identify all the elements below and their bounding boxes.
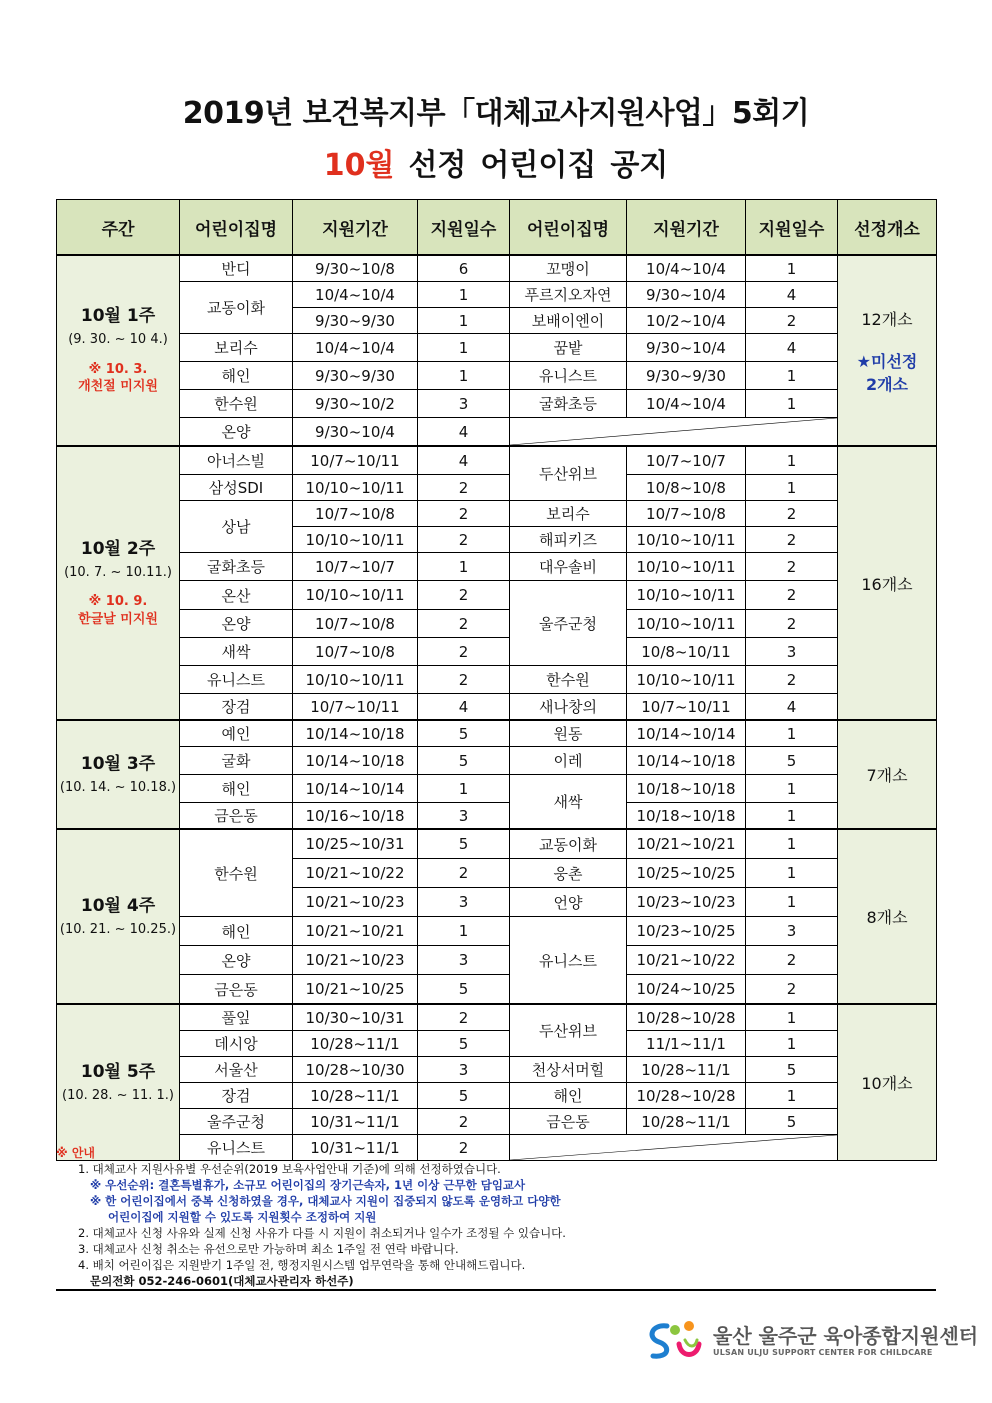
week-label: 10월 5주	[80, 1061, 156, 1082]
period: 9/30~10/4	[293, 418, 418, 447]
period: 9/30~10/4	[627, 334, 746, 362]
days: 4	[418, 418, 510, 447]
selected-count: 16개소	[838, 446, 937, 720]
period: 10/18~10/18	[627, 803, 746, 830]
days: 5	[418, 975, 510, 1005]
days: 2	[418, 1109, 510, 1135]
period: 10/7~10/7	[627, 446, 746, 475]
center-name: 금은동	[180, 975, 293, 1005]
center-name: 금은동	[180, 803, 293, 830]
logo-name: 울산 울주군 육아종합지원센터	[713, 1324, 979, 1348]
days: 3	[418, 946, 510, 975]
notice-duplicate-cont: 어린이집에 지원할 수 있도록 지원횟수 조정하여 지원	[108, 1210, 377, 1224]
center-name: 꿈밭	[510, 334, 627, 362]
center-name: 한수원	[510, 666, 627, 694]
days: 1	[418, 282, 510, 308]
period: 9/30~10/8	[293, 255, 418, 282]
period: 10/7~10/11	[627, 694, 746, 721]
table-row	[57, 501, 937, 527]
period: 10/28~11/1	[627, 1109, 746, 1135]
period: 10/10~10/11	[293, 581, 418, 610]
week-range: (10. 7. ~ 10.11.)	[64, 564, 172, 580]
selected-count: 8개소	[838, 829, 937, 1004]
days: 2	[418, 475, 510, 501]
header-period-2: 지원기간	[627, 200, 746, 256]
days: 5	[418, 1031, 510, 1057]
period: 10/7~10/8	[293, 638, 418, 666]
center-name: 온양	[180, 418, 293, 447]
days: 1	[746, 775, 838, 803]
center-name: 온양	[180, 946, 293, 975]
days: 2	[746, 527, 838, 553]
center-name: 원동	[510, 720, 627, 747]
center-name: 울주군청	[180, 1109, 293, 1135]
selection-table	[56, 199, 937, 1161]
header-week: 주간	[57, 200, 180, 256]
period: 10/4~10/4	[627, 390, 746, 418]
center-name: 장검	[180, 694, 293, 721]
header-row	[57, 200, 937, 256]
period: 10/23~10/23	[627, 888, 746, 917]
period: 9/30~9/30	[627, 362, 746, 390]
bottom-rule	[56, 1289, 936, 1291]
header-period: 지원기간	[293, 200, 418, 256]
table-row	[57, 553, 937, 581]
period: 10/4~10/4	[627, 255, 746, 282]
period: 10/8~10/8	[627, 475, 746, 501]
notice-item-3: 3. 대체교사 신청 취소는 유선으로만 가능하며 최소 1주일 전 연락 바랍니다.	[78, 1242, 459, 1256]
center-name: 온양	[180, 610, 293, 638]
week-cell	[57, 446, 180, 720]
period: 10/10~10/11	[627, 581, 746, 610]
center-name: 해인	[180, 775, 293, 803]
days: 2	[418, 501, 510, 527]
period: 10/7~10/11	[293, 446, 418, 475]
center-name: 교동이화	[510, 829, 627, 859]
week-label: 10월 1주	[80, 306, 156, 327]
center-name: 해인	[510, 1083, 627, 1109]
period: 10/21~10/22	[293, 859, 418, 888]
notice-item-4: 4. 배치 어린이집은 지원받기 1주일 전, 행정지원시스템 업무연락을 통해 안내해드립니다.	[78, 1258, 526, 1272]
week-range: (10. 14. ~ 10.18.)	[59, 779, 177, 795]
center-name: 이레	[510, 747, 627, 775]
period: 10/14~10/18	[293, 720, 418, 747]
days: 1	[418, 775, 510, 803]
center-name: 유니스트	[510, 362, 627, 390]
days: 2	[418, 666, 510, 694]
days: 3	[418, 1057, 510, 1083]
period: 10/14~10/14	[627, 720, 746, 747]
days: 4	[418, 446, 510, 475]
period: 10/7~10/8	[627, 501, 746, 527]
days: 2	[418, 581, 510, 610]
period: 10/14~10/18	[293, 747, 418, 775]
subtitle-word-3: 공지	[610, 148, 669, 183]
week-cell	[57, 255, 180, 446]
table-row	[57, 829, 937, 859]
days: 2	[746, 553, 838, 581]
center-name: 장검	[180, 1083, 293, 1109]
table-row	[57, 1057, 937, 1083]
center-name: 교동이화	[180, 282, 293, 334]
center-name: 울주군청	[510, 581, 627, 666]
center-name: 보배이엔이	[510, 308, 627, 334]
week-label: 10월 2주	[80, 538, 156, 559]
center-name: 언양	[510, 888, 627, 917]
period: 10/25~10/25	[627, 859, 746, 888]
week-range: (10. 28. ~ 11. 1.)	[62, 1087, 174, 1103]
table-row	[57, 1083, 937, 1109]
center-name: 두산위브	[510, 446, 627, 501]
days: 1	[746, 1083, 838, 1109]
days: 2	[418, 527, 510, 553]
days: 5	[746, 1109, 838, 1135]
days: 1	[746, 446, 838, 475]
period: 10/31~11/1	[293, 1109, 418, 1135]
days: 1	[746, 390, 838, 418]
selected-count: 7개소	[838, 720, 937, 829]
subtitle-month: 10월	[323, 148, 395, 183]
days: 1	[746, 803, 838, 830]
center-name: 삼성SDI	[180, 475, 293, 501]
table-row	[57, 581, 937, 610]
table-row	[57, 475, 937, 501]
period: 10/24~10/25	[627, 975, 746, 1005]
logo-subtitle: ULSAN ULJU SUPPORT CENTER FOR CHILDCARE	[713, 1348, 933, 1357]
period: 10/10~10/11	[293, 527, 418, 553]
empty-slot	[510, 418, 838, 447]
period: 9/30~9/30	[293, 308, 418, 334]
logo-mark-icon	[645, 1318, 707, 1362]
days: 5	[418, 1083, 510, 1109]
center-name: 꼬맹이	[510, 255, 627, 282]
period: 10/10~10/11	[627, 553, 746, 581]
days: 4	[746, 694, 838, 721]
days: 2	[418, 1004, 510, 1031]
days: 1	[746, 888, 838, 917]
period: 10/18~10/18	[627, 775, 746, 803]
center-name: 예인	[180, 720, 293, 747]
table-row	[57, 666, 937, 694]
selected-count: 12개소	[861, 309, 913, 329]
days: 5	[746, 1057, 838, 1083]
selected-count: 10개소	[838, 1004, 937, 1161]
table-row	[57, 334, 937, 362]
period: 10/8~10/11	[627, 638, 746, 666]
days: 1	[418, 917, 510, 946]
week-note: ※ 10. 3. 개천절 미지원	[78, 361, 158, 395]
center-name: 새싹	[180, 638, 293, 666]
days: 1	[746, 475, 838, 501]
unselected-note: ★미선정 2개소	[856, 351, 918, 394]
period: 9/30~10/2	[293, 390, 418, 418]
page-title: 2019년 보건복지부「대체교사지원사업」5회기	[182, 96, 810, 131]
diagonal-line	[510, 418, 837, 445]
table-row	[57, 803, 937, 830]
period: 10/21~10/21	[293, 917, 418, 946]
table-row	[57, 1004, 937, 1031]
period: 10/7~10/8	[293, 501, 418, 527]
period: 10/28~11/1	[293, 1083, 418, 1109]
subtitle-word-2: 어린이집	[480, 148, 597, 183]
table-row	[57, 610, 937, 638]
notice-item-1: 1. 대체교사 지원사유별 우선순위(2019 보육사업안내 기준)에 의해 선정하였습니다.	[78, 1162, 501, 1176]
days: 2	[418, 638, 510, 666]
period: 10/28~11/1	[293, 1031, 418, 1057]
days: 1	[746, 255, 838, 282]
table-row	[57, 775, 937, 803]
period: 10/7~10/11	[293, 694, 418, 721]
center-name: 굴화초등	[510, 390, 627, 418]
table-row	[57, 282, 937, 308]
center-name: 유니스트	[180, 666, 293, 694]
center-name: 보리수	[510, 501, 627, 527]
days: 5	[418, 829, 510, 859]
center-name: 대우솔비	[510, 553, 627, 581]
period: 10/16~10/18	[293, 803, 418, 830]
days: 2	[746, 610, 838, 638]
center-name: 상남	[180, 501, 293, 553]
days: 3	[746, 638, 838, 666]
days: 1	[746, 362, 838, 390]
days: 2	[418, 610, 510, 638]
center-name: 금은동	[510, 1109, 627, 1135]
period: 10/28~11/1	[627, 1057, 746, 1083]
days: 1	[418, 308, 510, 334]
center-name: 서울산	[180, 1057, 293, 1083]
days: 4	[746, 282, 838, 308]
center-name: 해피키즈	[510, 527, 627, 553]
table-row	[57, 747, 937, 775]
days: 2	[746, 975, 838, 1005]
center-name: 해인	[180, 362, 293, 390]
center-name: 천상서머힐	[510, 1057, 627, 1083]
period: 11/1~11/1	[627, 1031, 746, 1057]
center-name: 굴화	[180, 747, 293, 775]
days: 2	[418, 1135, 510, 1161]
period: 10/21~10/23	[293, 946, 418, 975]
period: 10/10~10/11	[627, 527, 746, 553]
days: 1	[418, 362, 510, 390]
center-name: 반디	[180, 255, 293, 282]
table-row	[57, 362, 937, 390]
period: 10/28~10/28	[627, 1004, 746, 1031]
days: 3	[746, 917, 838, 946]
table-row	[57, 446, 937, 475]
period: 10/25~10/31	[293, 829, 418, 859]
days: 3	[418, 888, 510, 917]
table-row	[57, 917, 937, 946]
table-row	[57, 638, 937, 666]
period: 10/28~10/28	[627, 1083, 746, 1109]
week-range: (9. 30. ~ 10 4.)	[68, 332, 168, 348]
header-days: 지원일수	[418, 200, 510, 256]
center-name: 유니스트	[510, 917, 627, 1005]
header-center-name: 어린이집명	[180, 200, 293, 256]
period: 10/28~10/30	[293, 1057, 418, 1083]
period: 10/21~10/25	[293, 975, 418, 1005]
contact-phone: 문의전화 052-246-0601(대체교사관리자 하선주)	[90, 1274, 354, 1288]
days: 2	[418, 859, 510, 888]
center-name: 풀잎	[180, 1004, 293, 1031]
table-row	[57, 975, 937, 1005]
week-range: (10. 21. ~ 10.25.)	[59, 921, 177, 937]
period: 9/30~9/30	[293, 362, 418, 390]
period: 10/7~10/8	[293, 610, 418, 638]
days: 1	[746, 1031, 838, 1057]
days: 1	[746, 1004, 838, 1031]
period: 10/10~10/11	[293, 666, 418, 694]
period: 9/30~10/4	[627, 282, 746, 308]
center-name: 해인	[180, 917, 293, 946]
days: 2	[746, 946, 838, 975]
days: 2	[746, 501, 838, 527]
period: 10/21~10/21	[627, 829, 746, 859]
table-row	[57, 720, 937, 747]
days: 3	[418, 390, 510, 418]
period: 10/23~10/25	[627, 917, 746, 946]
table-row	[57, 418, 937, 447]
days: 5	[418, 747, 510, 775]
table-row	[57, 1109, 937, 1135]
days: 5	[418, 720, 510, 747]
subtitle-word-1: 선정	[408, 148, 467, 183]
days: 1	[418, 334, 510, 362]
days: 1	[746, 829, 838, 859]
center-name: 굴화초등	[180, 553, 293, 581]
notice-section	[56, 1145, 936, 1289]
week-cell	[57, 720, 180, 829]
center-name: 웅촌	[510, 859, 627, 888]
period: 10/14~10/14	[293, 775, 418, 803]
center-name: 새싹	[510, 775, 627, 830]
page-subtitle	[0, 140, 992, 184]
period: 10/10~10/11	[627, 666, 746, 694]
days: 3	[418, 803, 510, 830]
week-note: ※ 10. 9. 한글날 미지원	[78, 594, 158, 627]
period: 10/21~10/23	[293, 888, 418, 917]
days: 5	[746, 747, 838, 775]
table-row	[57, 1031, 937, 1057]
period: 10/10~10/11	[627, 610, 746, 638]
days: 4	[746, 334, 838, 362]
notice-item-2: 2. 대체교사 신청 사유와 실제 신청 사유가 다를 시 지원이 취소되거나 일수가 조정될 수 있습니다.	[78, 1226, 566, 1240]
period: 10/4~10/4	[293, 282, 418, 308]
week-label: 10월 4주	[80, 895, 156, 916]
center-name: 한수원	[180, 390, 293, 418]
period: 10/21~10/22	[627, 946, 746, 975]
center-name: 유니스트	[180, 1135, 293, 1161]
table-row	[57, 390, 937, 418]
center-name: 아너스빌	[180, 446, 293, 475]
period: 10/10~10/11	[293, 475, 418, 501]
table-row	[57, 946, 937, 975]
center-name: 두산위브	[510, 1004, 627, 1057]
period: 10/14~10/18	[627, 747, 746, 775]
center-name: 푸르지오자연	[510, 282, 627, 308]
days: 2	[746, 308, 838, 334]
period: 10/30~10/31	[293, 1004, 418, 1031]
selected-count-cell	[838, 255, 937, 446]
period: 10/4~10/4	[293, 334, 418, 362]
notice-heading: ※ 안내	[56, 1146, 96, 1160]
days: 1	[746, 859, 838, 888]
header-center-name-2: 어린이집명	[510, 200, 627, 256]
week-cell	[57, 829, 180, 1004]
header-days-2: 지원일수	[746, 200, 838, 256]
center-name: 데시앙	[180, 1031, 293, 1057]
center-name: 새나창의	[510, 694, 627, 721]
center-name: 보리수	[180, 334, 293, 362]
days: 2	[746, 581, 838, 610]
days: 1	[418, 553, 510, 581]
days: 1	[746, 720, 838, 747]
period: 10/31~11/1	[293, 1135, 418, 1161]
center-logo	[645, 1318, 979, 1368]
table-row	[57, 694, 937, 721]
period: 10/2~10/4	[627, 308, 746, 334]
notice-duplicate: ※ 한 어린이집에서 중복 신청하였을 경우, 대체교사 지원이 집중되지 않도록 운영하고 다양한	[90, 1194, 561, 1208]
header-selected-count: 선정개소	[838, 200, 937, 256]
week-cell	[57, 1004, 180, 1161]
days: 4	[418, 694, 510, 721]
week-label: 10월 3주	[80, 753, 156, 774]
days: 2	[746, 666, 838, 694]
days: 6	[418, 255, 510, 282]
table-row	[57, 255, 937, 282]
period: 10/7~10/7	[293, 553, 418, 581]
center-name: 한수원	[180, 829, 293, 917]
notice-priority: ※ 우선순위: 결혼특별휴가, 소규모 어린이집의 장기근속자, 1년 이상 근무한 담임교사	[90, 1178, 526, 1192]
center-name: 온산	[180, 581, 293, 610]
